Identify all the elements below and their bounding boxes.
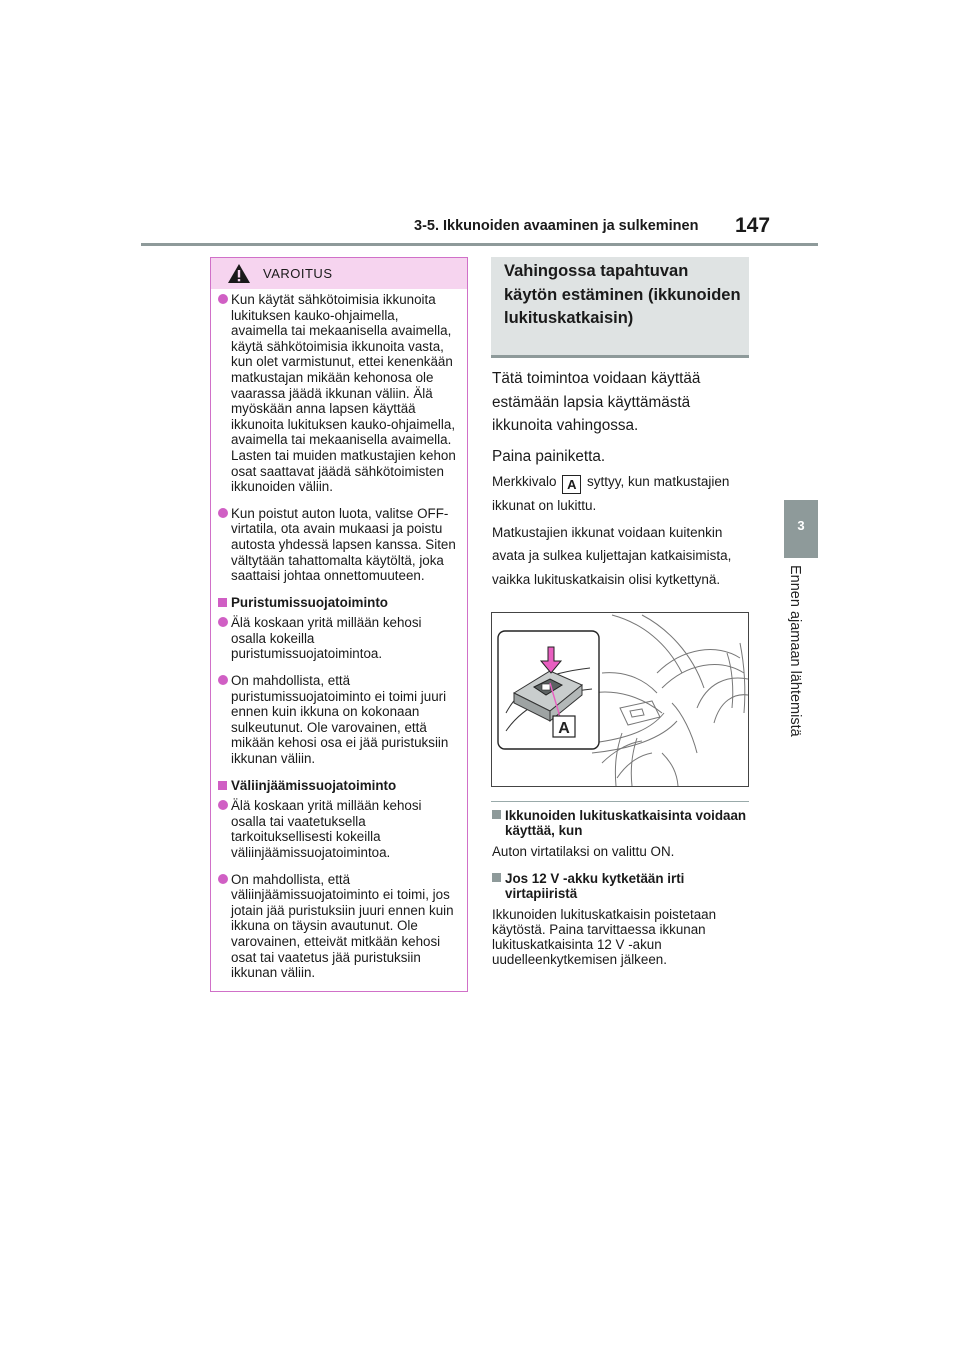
notes-list bbox=[492, 808, 754, 979]
intro-paragraph: Tätä toimintoa voidaan käyttää estämään lapsia käyttämästä ikkunoita vahingossa. bbox=[492, 370, 701, 434]
note-heading: Jos 12 V -akku kytketään irti virtapiiristä bbox=[492, 871, 754, 901]
square-bullet-icon bbox=[492, 810, 501, 819]
section-description bbox=[492, 470, 750, 591]
note-paragraph: Matkustajien ikkunat voidaan kuitenkin avata ja sulkea kuljettajan katkaisimista, vaikka lukituskatkaisin olisi kytkettynä. bbox=[492, 524, 732, 587]
indicator-text-before: Merkkivalo bbox=[492, 474, 557, 489]
note-text: Ikkunoiden lukituskatkaisin poistetaan käytöstä. Paina tarvittaessa ikkunan lukituskatkaisinta 12 V -akun uudelleenkytkemisen jälkeen. bbox=[492, 907, 717, 967]
section-heading-box bbox=[491, 257, 749, 358]
bullet-dot-icon bbox=[218, 800, 228, 810]
warning-bullet-item bbox=[218, 872, 458, 981]
warning-bullet-text: Kun käytät sähkötoimisia ikkunoita lukituksen kauko-ohjaimella, avaimella tai mekaanisella avaimella, käytä sähkötoimisia ikkunoita vasta, kun olet varmistunut, ettei kenenkään matkustajan mikään kehonosa ole vaarassa jäädä ikkunan väliin. Älä myöskään anna lapsen käyttää ikkunoita lukituksen kauko-ohjaimella, avaimella tai mekaanisella avaimella. Lasten tai muiden matkustajien kehon osat saattavat jäädä sähkötoimisten ikkunoiden väliin. bbox=[231, 292, 456, 495]
bullet-dot-icon bbox=[218, 874, 228, 884]
chapter-tab bbox=[784, 500, 818, 558]
square-bullet-icon bbox=[218, 598, 227, 607]
page-number: 147 bbox=[735, 214, 771, 237]
square-bullet-icon bbox=[218, 781, 227, 790]
note-text: Auton virtatilaksi on valittu ON. bbox=[492, 844, 675, 859]
illustration-label-a: A bbox=[558, 720, 570, 737]
warning-box bbox=[210, 257, 468, 992]
illustration-drawing bbox=[492, 613, 748, 786]
chapter-title: Ennen ajamaan lähtemistä bbox=[787, 565, 803, 737]
indicator-text-after: syttyy, kun matkustajien ikkunat on lukittu. bbox=[492, 474, 730, 513]
warning-bullet-text: On mahdollista, että puristumissuojatoiminto ei toimi juuri ennen kuin ikkuna on kokonaan sulkeutunut. Ole varovainen, että mikään kehosi osa ei jää puristuksiin ikkunan väliin. bbox=[231, 673, 449, 767]
warning-triangle-icon bbox=[227, 263, 251, 284]
warning-bullet-text: Älä koskaan yritä millään kehosi osalla tai vaatetuksella tarkoituksellisesti kokeilla väliinjäämissuojatoimintoa. bbox=[231, 798, 422, 860]
warning-bullet-text: On mahdollista, että väliinjäämissuojatoiminto ei toimi, jos jotain jää puristuksiin juuri ennen kuin ikkuna on täysin avautunut. Ole varovainen, etteivät mitkään kehosi osat tai vaatetus jää puristuksiin ikkunan väliin. bbox=[231, 871, 454, 981]
warning-bullet-item bbox=[218, 506, 458, 584]
section-heading: Vahingossa tapahtuvan käytön estäminen (ikkunoiden lukituskatkaisin) bbox=[504, 262, 741, 327]
warning-subheading-text: Väliinjäämissuojatoiminto bbox=[231, 777, 397, 793]
bullet-dot-icon bbox=[218, 294, 228, 304]
warning-body bbox=[211, 289, 467, 981]
chapter-title-container bbox=[787, 565, 811, 815]
section-intro bbox=[492, 367, 752, 468]
warning-bullet-item bbox=[218, 798, 458, 860]
callout-badge-a: A bbox=[562, 475, 581, 494]
warning-header bbox=[211, 258, 467, 289]
warning-subheading bbox=[218, 778, 458, 794]
warning-bullet-text: Älä koskaan yritä millään kehosi osalla kokeilla puristumissuojatoimintoa. bbox=[231, 615, 422, 662]
running-header-section: 3-5. Ikkunoiden avaaminen ja sulkeminen bbox=[414, 218, 699, 234]
warning-bullet-item bbox=[218, 292, 458, 495]
warning-bullet-text: Kun poistut auton luota, valitse OFF-virtatila, ota avain mukaasi ja poistu autosta yhdessä lapsen kanssa. Siten vältytään tahattomalta käytöltä, joka saattaisi johtaa onnettomuuteen. bbox=[231, 505, 456, 584]
warning-title: VAROITUS bbox=[263, 266, 333, 281]
instruction-paragraph: Paina painiketta. bbox=[492, 447, 606, 465]
warning-bullet-item bbox=[218, 615, 458, 662]
note-heading: Ikkunoiden lukituskatkaisinta voidaan käyttää, kun bbox=[492, 808, 754, 838]
warning-bullet-item bbox=[218, 673, 458, 767]
chapter-number: 3 bbox=[797, 518, 805, 533]
window-lock-switch-illustration bbox=[491, 612, 749, 787]
warning-subheading bbox=[218, 595, 458, 611]
bullet-dot-icon bbox=[218, 508, 228, 518]
indicator-paragraph bbox=[492, 470, 750, 518]
bullet-dot-icon bbox=[218, 675, 228, 685]
section-divider bbox=[491, 801, 749, 802]
header-rule bbox=[141, 243, 818, 246]
bullet-dot-icon bbox=[218, 617, 228, 627]
warning-subheading-text: Puristumissuojatoiminto bbox=[231, 594, 388, 610]
square-bullet-icon bbox=[492, 873, 501, 882]
